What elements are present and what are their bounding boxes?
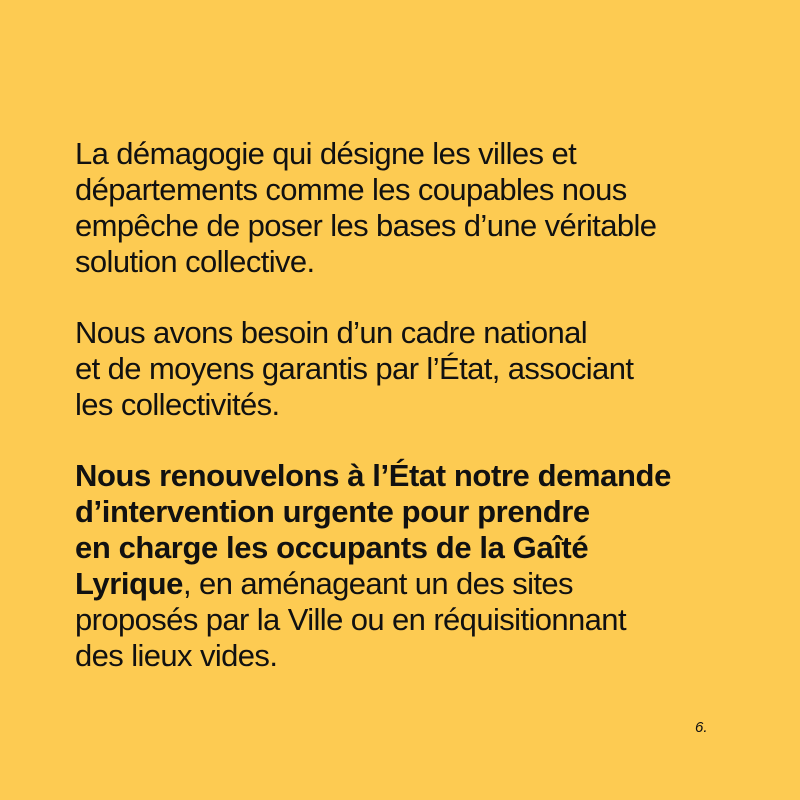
paragraph-2 xyxy=(75,315,775,423)
regular-text-fragment: , en aménageant un des sites xyxy=(183,566,573,601)
text-line: des lieux vides. xyxy=(75,638,278,673)
paragraph-3-demand xyxy=(75,458,775,674)
text-line: proposés par la Ville ou en réquisitionnant xyxy=(75,602,626,637)
page-number: 6. xyxy=(695,719,708,736)
paragraph-1 xyxy=(75,136,775,280)
text-line: les collectivités. xyxy=(75,387,280,422)
text-line: empêche de poser les bases d’une véritable xyxy=(75,208,657,243)
text-line: départements comme les coupables nous xyxy=(75,172,627,207)
bold-text-line: Nous renouvelons à l’État notre demande xyxy=(75,458,671,493)
statement-body xyxy=(75,136,775,674)
bold-text-fragment: Lyrique xyxy=(75,566,184,601)
mixed-text-line xyxy=(75,566,775,602)
text-line: et de moyens garantis par l’État, associant xyxy=(75,351,634,386)
text-line: La démagogie qui désigne les villes et xyxy=(75,136,577,171)
text-line: solution collective. xyxy=(75,244,315,279)
bold-text-line: d’intervention urgente pour prendre xyxy=(75,494,590,529)
bold-text-line: en charge les occupants de la Gaîté xyxy=(75,530,589,565)
text-line: Nous avons besoin d’un cadre national xyxy=(75,315,588,350)
